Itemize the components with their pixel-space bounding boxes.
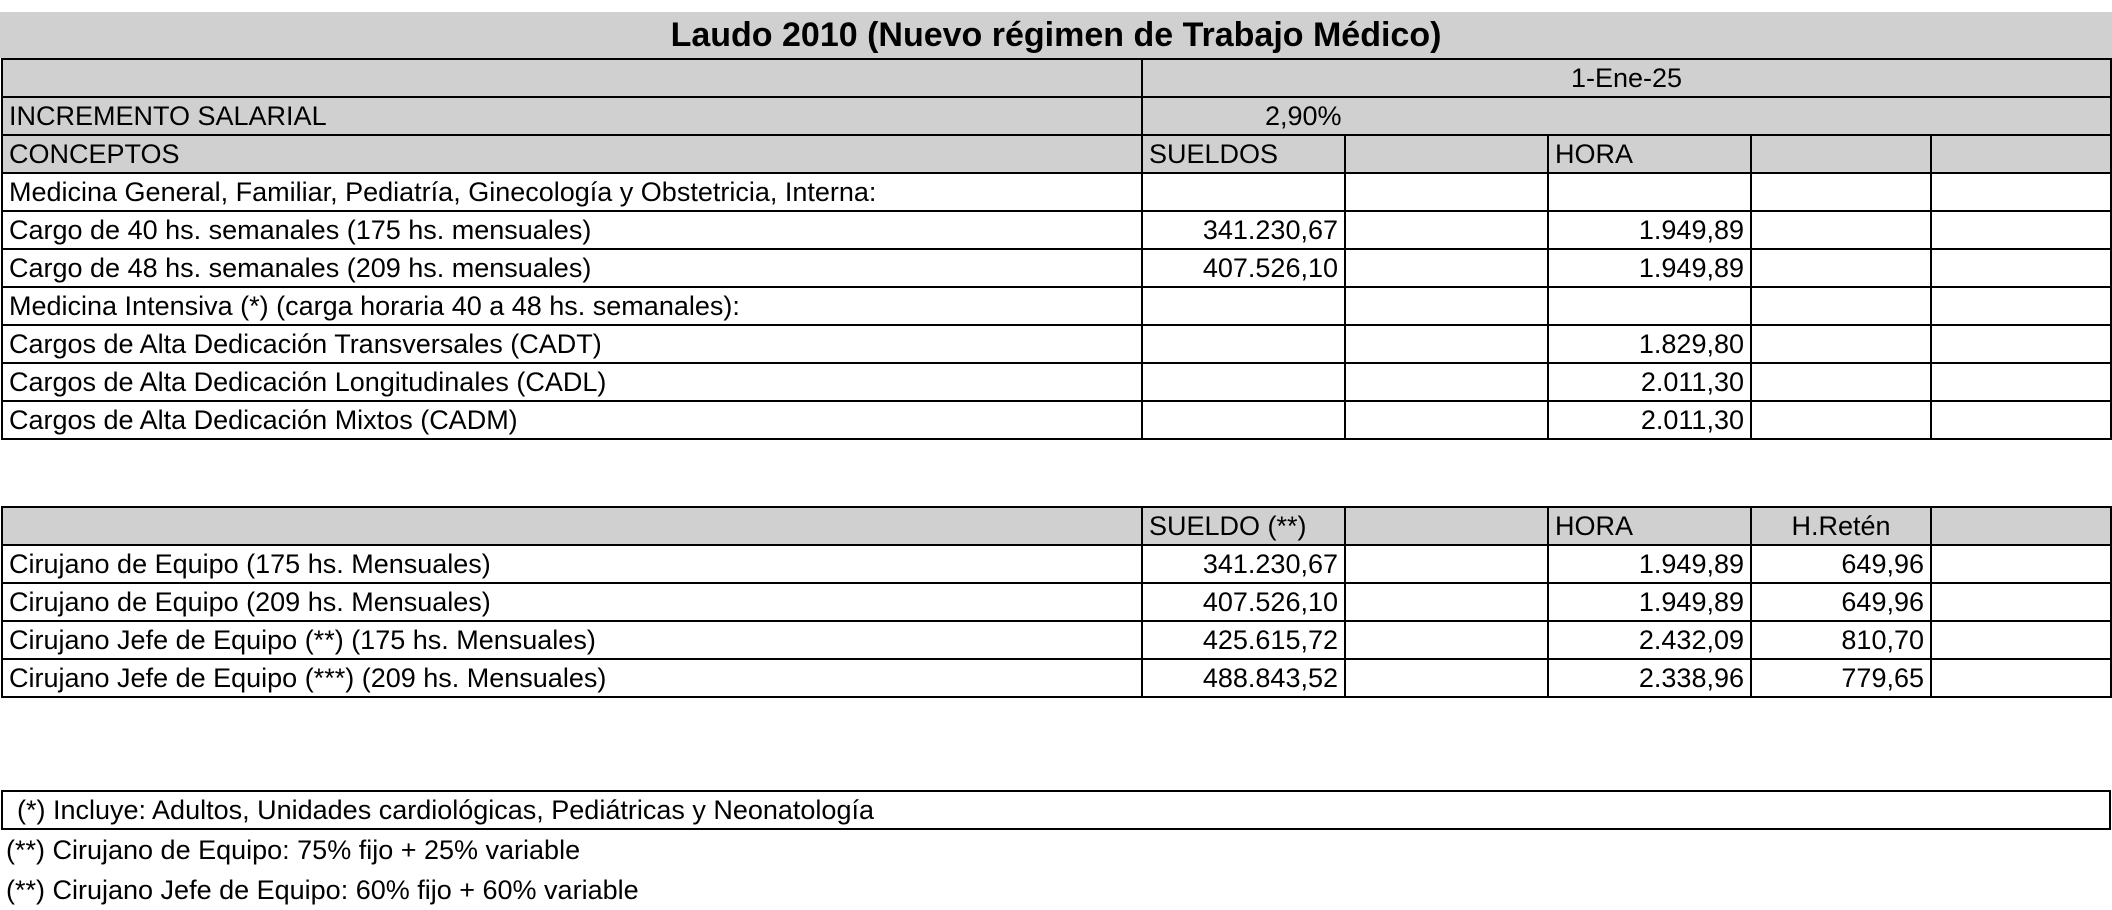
value-cell[interactable]	[1751, 401, 1931, 439]
value-cell[interactable]	[1548, 287, 1751, 325]
footnote[interactable]: (**) Cirujano de Equipo: 75% fijo + 25% variable	[6, 835, 581, 865]
value-cell[interactable]	[1931, 583, 2111, 621]
value-cell[interactable]: 810,70	[1751, 621, 1931, 659]
row-label-cell[interactable]: Cargo de 40 hs. semanales (175 hs. mensuales)	[2, 211, 1142, 249]
value-cell[interactable]: 2.432,09	[1548, 621, 1751, 659]
table-row	[2, 545, 2111, 583]
row-label-cell[interactable]: Cargos de Alta Dedicación Transversales (CADT)	[2, 325, 1142, 363]
value-cell[interactable]	[1931, 545, 2111, 583]
value-cell[interactable]	[1931, 621, 2111, 659]
value-cell[interactable]: 425.615,72	[1142, 621, 1345, 659]
value-cell[interactable]	[1751, 287, 1931, 325]
header-cell[interactable]	[1345, 507, 1548, 545]
value-cell[interactable]	[1931, 659, 2111, 697]
value-cell[interactable]	[1548, 173, 1751, 211]
header-cell[interactable]	[1751, 135, 1931, 173]
table-row	[2, 363, 2111, 401]
value-cell[interactable]	[1345, 363, 1548, 401]
table-row	[2, 621, 2111, 659]
value-cell[interactable]	[1142, 401, 1345, 439]
value-cell[interactable]: 1.829,80	[1548, 325, 1751, 363]
cell[interactable]	[2, 59, 1142, 97]
value-cell[interactable]: 407.526,10	[1142, 249, 1345, 287]
value-cell[interactable]: 649,96	[1751, 545, 1931, 583]
footnote-boxed[interactable]: (*) Incluye: Adultos, Unidades cardiológicas, Pediátricas y Neonatología	[1, 790, 2111, 830]
value-cell[interactable]	[1751, 325, 1931, 363]
value-cell[interactable]: 779,65	[1751, 659, 1931, 697]
value-cell[interactable]	[1345, 173, 1548, 211]
value-cell[interactable]: 1.949,89	[1548, 545, 1751, 583]
header-cell[interactable]	[1931, 135, 2111, 173]
row-label-cell[interactable]: Cargos de Alta Dedicación Longitudinales (CADL)	[2, 363, 1142, 401]
value-cell[interactable]: 2.011,30	[1548, 363, 1751, 401]
table-row	[2, 583, 2111, 621]
row-label-cell[interactable]: Cargos de Alta Dedicación Mixtos (CADM)	[2, 401, 1142, 439]
value-cell[interactable]	[1931, 173, 2111, 211]
sheet-title: Laudo 2010 (Nuevo régimen de Trabajo Médico)	[0, 12, 2112, 58]
value-cell[interactable]	[1931, 363, 2111, 401]
value-cell[interactable]	[1345, 249, 1548, 287]
value-cell[interactable]	[1751, 249, 1931, 287]
header-cell[interactable]: HORA	[1548, 135, 1751, 173]
value-cell[interactable]	[1345, 659, 1548, 697]
table-row	[2, 659, 2111, 697]
value-cell[interactable]: 488.843,52	[1142, 659, 1345, 697]
header-row	[2, 507, 2111, 545]
surgeon-table	[1, 506, 2112, 698]
table-row	[2, 173, 2111, 211]
row-label-cell[interactable]: Cargo de 48 hs. semanales (209 hs. mensuales)	[2, 249, 1142, 287]
header-cell[interactable]	[1345, 135, 1548, 173]
row-label-cell[interactable]: Medicina Intensiva (*) (carga horaria 40 a 48 hs. semanales):	[2, 287, 1142, 325]
value-cell[interactable]: 2.338,96	[1548, 659, 1751, 697]
value-cell[interactable]	[1345, 401, 1548, 439]
value-cell[interactable]	[1142, 173, 1345, 211]
increment-value: 2,90%	[1265, 101, 1342, 131]
value-cell[interactable]	[1345, 583, 1548, 621]
row-label-cell[interactable]: Cirujano de Equipo (209 hs. Mensuales)	[2, 583, 1142, 621]
header-cell[interactable]: HORA	[1548, 507, 1751, 545]
header-cell[interactable]: H.Retén	[1751, 507, 1931, 545]
header-row	[2, 135, 2111, 173]
row-label-cell[interactable]: Cirujano de Equipo (175 hs. Mensuales)	[2, 545, 1142, 583]
row-label-cell[interactable]: Medicina General, Familiar, Pediatría, Ginecología y Obstetricia, Interna:	[2, 173, 1142, 211]
value-cell[interactable]	[1931, 211, 2111, 249]
increment-label-cell[interactable]: INCREMENTO SALARIAL	[2, 97, 1142, 135]
value-cell[interactable]	[1142, 325, 1345, 363]
value-cell[interactable]	[1931, 287, 2111, 325]
table-row	[2, 211, 2111, 249]
header-cell[interactable]: SUELDO (**)	[1142, 507, 1345, 545]
value-cell[interactable]	[1345, 211, 1548, 249]
header-cell[interactable]: SUELDOS	[1142, 135, 1345, 173]
value-cell[interactable]	[1345, 325, 1548, 363]
value-cell[interactable]	[1142, 363, 1345, 401]
salary-table-body	[2, 173, 2111, 439]
value-cell[interactable]: 1.949,89	[1548, 249, 1751, 287]
row-label-cell[interactable]: Cirujano Jefe de Equipo (**) (175 hs. Mensuales)	[2, 621, 1142, 659]
value-cell[interactable]: 341.230,67	[1142, 545, 1345, 583]
date-header-cell[interactable]: 1-Ene-25	[1142, 59, 2111, 97]
value-cell[interactable]	[1345, 621, 1548, 659]
value-cell[interactable]	[1345, 287, 1548, 325]
value-cell[interactable]: 649,96	[1751, 583, 1931, 621]
table-row	[2, 249, 2111, 287]
table-row	[2, 401, 2111, 439]
footnotes	[0, 790, 2109, 910]
date-header-row	[2, 59, 2111, 97]
increment-row	[2, 97, 2111, 135]
table-row	[2, 287, 2111, 325]
value-cell[interactable]: 407.526,10	[1142, 583, 1345, 621]
value-cell[interactable]	[1751, 363, 1931, 401]
value-cell[interactable]	[1142, 287, 1345, 325]
value-cell[interactable]	[1931, 325, 2111, 363]
value-cell[interactable]: 1.949,89	[1548, 583, 1751, 621]
value-cell[interactable]: 2.011,30	[1548, 401, 1751, 439]
value-cell[interactable]: 1.949,89	[1548, 211, 1751, 249]
value-cell[interactable]: 341.230,67	[1142, 211, 1345, 249]
header-cell[interactable]: CONCEPTOS	[2, 135, 1142, 173]
value-cell[interactable]	[1751, 173, 1931, 211]
table-row	[2, 325, 2111, 363]
value-cell[interactable]	[1931, 249, 2111, 287]
footnote[interactable]: (**) Cirujano Jefe de Equipo: 60% fijo + 60% variable	[6, 875, 639, 905]
row-label-cell[interactable]: Cirujano Jefe de Equipo (***) (209 hs. Mensuales)	[2, 659, 1142, 697]
increment-value-cell[interactable]	[1142, 97, 2111, 135]
value-cell[interactable]	[1751, 211, 1931, 249]
value-cell[interactable]	[1931, 401, 2111, 439]
salary-table	[1, 58, 2112, 440]
header-cell[interactable]	[2, 507, 1142, 545]
surgeon-table-body	[2, 545, 2111, 697]
header-cell[interactable]	[1931, 507, 2111, 545]
value-cell[interactable]	[1345, 545, 1548, 583]
